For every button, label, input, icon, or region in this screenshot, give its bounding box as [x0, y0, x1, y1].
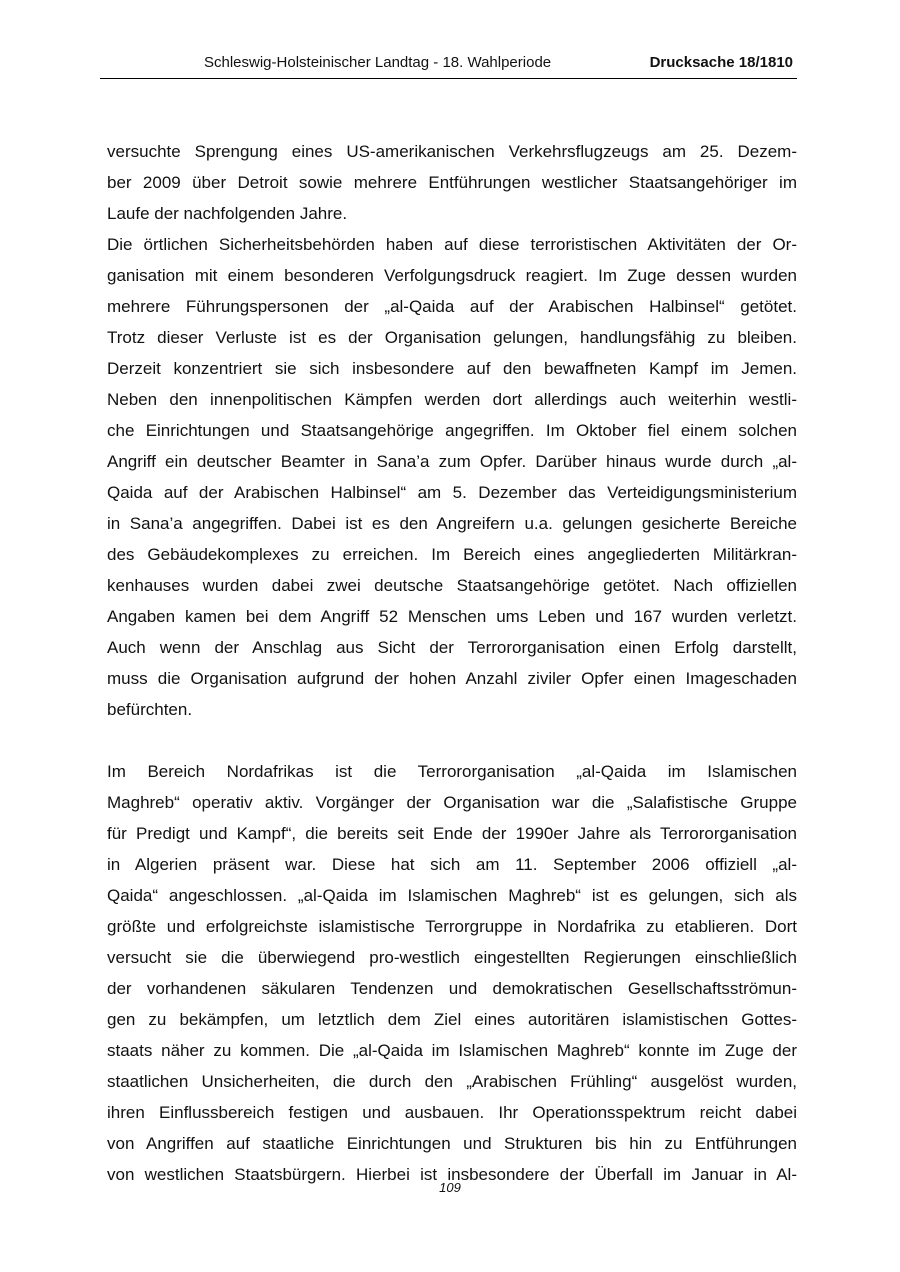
text-line: Qaida“ angeschlossen. „al-Qaida im Islamischen Maghreb“ ist es gelungen, sich als — [107, 886, 797, 905]
document-reference: Drucksache 18/1810 — [649, 54, 793, 71]
text-line: staatlichen Unsicherheiten, die durch den „Arabischen Frühling“ ausgelöst wurden, — [107, 1072, 797, 1091]
text-line: in Sana’a angegriffen. Dabei ist es den Angreifern u.a. gelungen gesicherte Bereiche — [107, 514, 797, 533]
text-line: für Predigt und Kampf“, die bereits seit Ende der 1990er Jahre als Terrororganisation — [107, 824, 797, 843]
page-number: 109 — [439, 1180, 461, 1195]
text-line: staats näher zu kommen. Die „al-Qaida im Islamischen Maghreb“ konnte im Zuge der — [107, 1041, 797, 1060]
text-line: des Gebäudekomplexes zu erreichen. Im Bereich eines angegliederten Militärkran- — [107, 545, 797, 564]
text-line: mehrere Führungspersonen der „al-Qaida auf der Arabischen Halbinsel“ getötet. — [107, 297, 797, 316]
text-line: ihren Einflussbereich festigen und ausbauen. Ihr Operationsspektrum reicht dabei — [107, 1103, 797, 1122]
text-line: Qaida auf der Arabischen Halbinsel“ am 5. Dezember das Verteidigungsministerium — [107, 483, 797, 502]
text-line: Die örtlichen Sicherheitsbehörden haben auf diese terroristischen Aktivitäten der Or- — [107, 235, 797, 254]
text-line: Maghreb“ operativ aktiv. Vorgänger der Organisation war die „Salafistische Gruppe — [107, 793, 797, 812]
text-line: Angriff ein deutscher Beamter in Sana’a zum Opfer. Darüber hinaus wurde durch „al- — [107, 452, 797, 471]
header-title: Schleswig-Holsteinischer Landtag - 18. Wahlperiode — [204, 54, 552, 71]
text-line: Trotz dieser Verluste ist es der Organisation gelungen, handlungsfähig zu bleiben. — [107, 328, 797, 347]
text-line: Im Bereich Nordafrikas ist die Terrororganisation „al-Qaida im Islamischen — [107, 762, 797, 781]
text-line: gen zu bekämpfen, um letztlich dem Ziel eines autoritären islamistischen Gottes- — [107, 1010, 797, 1029]
text-line: ganisation mit einem besonderen Verfolgungsdruck reagiert. Im Zuge dessen wurden — [107, 266, 797, 285]
paragraph — [107, 136, 797, 229]
text-line: Angaben kamen bei dem Angriff 52 Menschen ums Leben und 167 wurden verletzt. — [107, 607, 797, 626]
text-line: kenhauses wurden dabei zwei deutsche Staatsangehörige getötet. Nach offiziellen — [107, 576, 797, 595]
text-line: größte und erfolgreichste islamistische Terrorgruppe in Nordafrika zu etablieren. Dort — [107, 917, 797, 936]
text-line: Derzeit konzentriert sie sich insbesondere auf den bewaffneten Kampf im Jemen. — [107, 359, 797, 378]
paragraph — [107, 756, 797, 1190]
text-line: von Angriffen auf staatliche Einrichtungen und Strukturen bis hin zu Entführungen — [107, 1134, 797, 1153]
text-line: Neben den innenpolitischen Kämpfen werden dort allerdings auch weiterhin westli- — [107, 390, 797, 409]
text-line: che Einrichtungen und Staatsangehörige angegriffen. Im Oktober fiel einem solchen — [107, 421, 797, 440]
text-line: Auch wenn der Anschlag aus Sicht der Terrororganisation einen Erfolg darstellt, — [107, 638, 797, 657]
text-line: muss die Organisation aufgrund der hohen Anzahl ziviler Opfer einen Imageschaden — [107, 669, 797, 688]
text-line: von westlichen Staatsbürgern. Hierbei ist insbesondere der Überfall im Januar in Al- — [107, 1165, 797, 1184]
text-line: der vorhandenen säkularen Tendenzen und demokratischen Gesellschaftsströmun- — [107, 979, 797, 998]
text-line: versucht sie die überwiegend pro-westlich eingestellten Regierungen einschließlich — [107, 948, 797, 967]
paragraph-gap — [107, 725, 797, 756]
page-header — [100, 52, 797, 79]
text-line: ber 2009 über Detroit sowie mehrere Entführungen westlicher Staatsangehöriger im — [107, 173, 797, 192]
text-line: Laufe der nachfolgenden Jahre. — [107, 204, 348, 223]
body-text — [107, 136, 797, 1190]
text-line: in Algerien präsent war. Diese hat sich am 11. September 2006 offiziell „al- — [107, 855, 797, 874]
paragraph — [107, 229, 797, 725]
text-line: befürchten. — [107, 700, 193, 719]
text-line: versuchte Sprengung eines US-amerikanischen Verkehrsflugzeugs am 25. Dezem- — [107, 142, 797, 161]
